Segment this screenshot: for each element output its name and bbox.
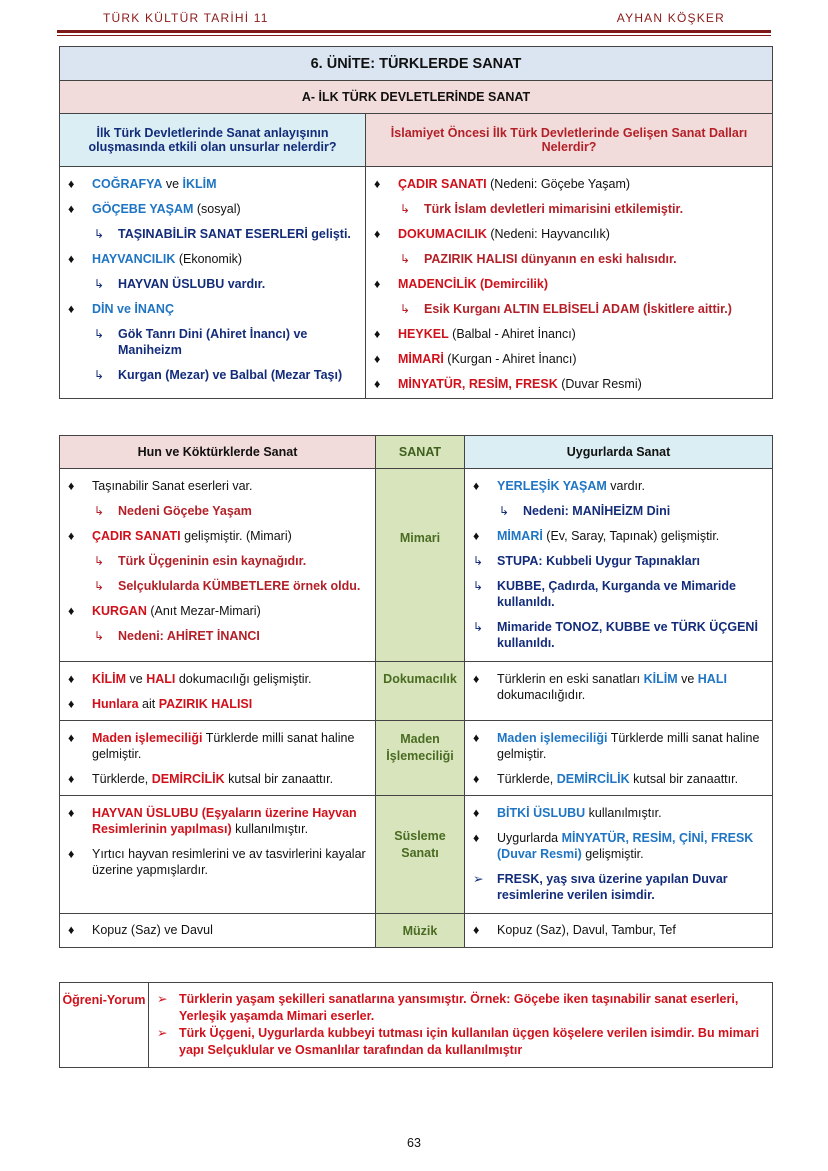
table-row bbox=[60, 662, 773, 721]
muzik-left bbox=[60, 914, 376, 948]
diamond-bullet-icon: ♦ bbox=[374, 277, 381, 291]
diamond-bullet-icon: ♦ bbox=[68, 697, 75, 711]
header-rule-thin bbox=[57, 35, 771, 36]
page-number: 63 bbox=[407, 1136, 421, 1150]
note-item: ➢ Türklerin yaşam şekilleri sanatlarına yansımıştır. Örnek: Göçebe iken taşınabilir sanat eserleri, Yerleşik yaşamda Mimari eserler. bbox=[157, 992, 739, 1023]
turn-arrow-icon: ↳ bbox=[94, 629, 105, 643]
sanat-header: SANAT bbox=[376, 436, 465, 469]
turn-arrow-icon: ↳ bbox=[499, 504, 510, 518]
dokuma-left bbox=[60, 662, 376, 721]
list-item: ♦ Yırtıcı hayvan resimlerini ve av tasvirlerini kayalar üzerine yapmışlardır. bbox=[68, 847, 366, 877]
list-item: ↳ STUPA: Kubbeli Uygur Tapınakları bbox=[473, 554, 701, 568]
diamond-bullet-icon: ♦ bbox=[473, 529, 480, 543]
turn-arrow-icon: ↳ bbox=[400, 252, 411, 266]
diamond-bullet-icon: ♦ bbox=[68, 479, 75, 493]
turn-arrow-icon: ↳ bbox=[94, 554, 105, 568]
art-branches-list bbox=[366, 167, 773, 399]
turn-arrow-icon: ↳ bbox=[473, 579, 484, 593]
turn-arrow-icon: ↳ bbox=[473, 554, 484, 568]
turn-arrow-icon: ↳ bbox=[94, 368, 105, 382]
table-row bbox=[60, 796, 773, 914]
factors-list bbox=[60, 167, 366, 399]
list-item: ↳ KUBBE, Çadırda, Kurganda ve Mimaride kullanıldı. bbox=[473, 579, 736, 609]
diamond-bullet-icon: ♦ bbox=[68, 923, 75, 937]
page-header bbox=[103, 9, 725, 29]
muzik-right bbox=[465, 914, 773, 948]
turn-arrow-icon: ↳ bbox=[94, 579, 105, 593]
question-right: İslamiyet Öncesi İlk Türk Devletlerinde Gelişen Sanat Dalları Nelerdir? bbox=[366, 114, 773, 167]
list-item: ♦ COĞRAFYA ve İKLİM bbox=[68, 177, 217, 191]
maden-left bbox=[60, 721, 376, 796]
list-item: ↳ Nedeni: MANİHEİZM Dini bbox=[499, 504, 671, 518]
list-item: ♦ GÖÇEBE YAŞAM (sosyal) bbox=[68, 202, 241, 216]
susleme-left bbox=[60, 796, 376, 914]
dokuma-right bbox=[465, 662, 773, 721]
diamond-bullet-icon: ♦ bbox=[473, 831, 480, 845]
susleme-label: Süsleme Sanatı bbox=[376, 796, 465, 914]
list-item: ♦ DİN ve İNANÇ bbox=[68, 302, 174, 316]
list-item: ♦ Maden işlemeciliği Türklerde milli sanat haline gelmiştir. bbox=[473, 731, 760, 761]
list-item: ↳ Selçuklularda KÜMBETLERE örnek oldu. bbox=[94, 579, 361, 593]
list-item: ♦ MİMARİ (Kurgan - Ahiret İnancı) bbox=[374, 352, 577, 366]
list-item: ♦ BİTKİ ÜSLUBU kullanılmıştır. bbox=[473, 806, 662, 820]
diamond-bullet-icon: ♦ bbox=[68, 672, 75, 686]
unit-table bbox=[59, 46, 773, 399]
arrowhead-bullet-icon: ➢ bbox=[157, 1026, 168, 1040]
diamond-bullet-icon: ♦ bbox=[68, 806, 75, 820]
list-item: ↳ Gök Tanrı Dini (Ahiret İnancı) ve Maniheizm bbox=[94, 327, 308, 357]
question-left: İlk Türk Devletlerinde Sanat anlayışının oluşmasında etkili olan unsurlar nelerdir? bbox=[60, 114, 366, 167]
table-row bbox=[60, 914, 773, 948]
ogreni-yorum-notes bbox=[149, 983, 773, 1068]
turn-arrow-icon: ↳ bbox=[400, 302, 411, 316]
turn-arrow-icon: ↳ bbox=[94, 504, 105, 518]
diamond-bullet-icon: ♦ bbox=[473, 923, 480, 937]
unit-title: 6. ÜNİTE: TÜRKLERDE SANAT bbox=[60, 47, 773, 81]
header-author: AYHAN KÖŞKER bbox=[616, 11, 725, 25]
list-item: ↳ TAŞINABİLİR SANAT ESERLERİ gelişti. bbox=[94, 227, 351, 241]
list-item: ♦ Kopuz (Saz) ve Davul bbox=[68, 923, 213, 937]
list-item: ♦ Kopuz (Saz), Davul, Tambur, Tef bbox=[473, 923, 676, 937]
list-item: ♦ Türklerde, DEMİRCİLİK kutsal bir zanaattır. bbox=[68, 772, 334, 786]
list-item: ♦ Türklerde, DEMİRCİLİK kutsal bir zanaattır. bbox=[473, 772, 739, 786]
list-item: ↳ Türk Üçgeninin esin kaynağıdır. bbox=[94, 554, 307, 568]
dokuma-label: Dokumacılık bbox=[376, 662, 465, 721]
list-item: ♦ Maden işlemeciliği Türklerde milli sanat haline gelmiştir. bbox=[68, 731, 355, 761]
diamond-bullet-icon: ♦ bbox=[473, 672, 480, 686]
list-item: ♦ Türklerin en eski sanatları KİLİM ve HALI dokumacılığıdır. bbox=[473, 672, 727, 702]
list-item: ♦ YERLEŞİK YAŞAM vardır. bbox=[473, 479, 645, 493]
uygur-header: Uygurlarda Sanat bbox=[465, 436, 773, 469]
header-book-title: TÜRK KÜLTÜR TARİHİ 11 bbox=[103, 11, 269, 25]
mimari-left bbox=[60, 469, 376, 662]
diamond-bullet-icon: ♦ bbox=[374, 177, 381, 191]
list-item: ♦ ÇADIR SANATI gelişmiştir. (Mimari) bbox=[68, 529, 292, 543]
list-item: ♦ HEYKEL (Balbal - Ahiret İnancı) bbox=[374, 327, 576, 341]
diamond-bullet-icon: ♦ bbox=[374, 377, 381, 391]
muzik-label: Müzik bbox=[376, 914, 465, 948]
list-item: ♦ MİNYATÜR, RESİM, FRESK (Duvar Resmi) bbox=[374, 377, 642, 391]
diamond-bullet-icon: ♦ bbox=[68, 731, 75, 745]
table-row bbox=[60, 721, 773, 796]
list-item: ↳ Nedeni: AHİRET İNANCI bbox=[94, 629, 260, 643]
diamond-bullet-icon: ♦ bbox=[473, 772, 480, 786]
turn-arrow-icon: ↳ bbox=[94, 277, 105, 291]
list-item: ♦ ÇADIR SANATI (Nedeni: Göçebe Yaşam) bbox=[374, 177, 631, 191]
turn-arrow-icon: ↳ bbox=[94, 227, 105, 241]
list-item: ♦ HAYVANCILIK (Ekonomik) bbox=[68, 252, 243, 266]
diamond-bullet-icon: ♦ bbox=[374, 352, 381, 366]
list-item: ♦ Hunlara ait PAZIRIK HALISI bbox=[68, 697, 253, 711]
list-item: ↳ Esik Kurganı ALTIN ELBİSELİ ADAM (İskitlere aittir.) bbox=[400, 302, 732, 316]
list-item: ♦ KİLİM ve HALI dokumacılığı gelişmiştir. bbox=[68, 672, 312, 686]
list-item: ↳ Mimaride TONOZ, KUBBE ve TÜRK ÜÇGENİ kullanıldı. bbox=[473, 620, 758, 650]
comparison-table bbox=[59, 435, 773, 948]
diamond-bullet-icon: ♦ bbox=[473, 806, 480, 820]
diamond-bullet-icon: ♦ bbox=[68, 529, 75, 543]
diamond-bullet-icon: ♦ bbox=[68, 604, 75, 618]
diamond-bullet-icon: ♦ bbox=[68, 302, 75, 316]
list-item: ➢ FRESK, yaş sıva üzerine yapılan Duvar resimlerine verilen isimdir. bbox=[473, 872, 728, 902]
arrowhead-bullet-icon: ➢ bbox=[473, 872, 484, 886]
table-row bbox=[60, 469, 773, 662]
hun-kokturk-header: Hun ve Köktürklerde Sanat bbox=[60, 436, 376, 469]
list-item: ♦ Taşınabilir Sanat eserleri var. bbox=[68, 479, 253, 493]
arrowhead-bullet-icon: ➢ bbox=[157, 992, 168, 1006]
list-item: ♦ MİMARİ (Ev, Saray, Tapınak) gelişmiştir. bbox=[473, 529, 720, 543]
susleme-right bbox=[465, 796, 773, 914]
diamond-bullet-icon: ♦ bbox=[68, 847, 75, 861]
diamond-bullet-icon: ♦ bbox=[473, 731, 480, 745]
list-item: ↳ Türk İslam devletleri mimarisini etkilemiştir. bbox=[400, 202, 684, 216]
diamond-bullet-icon: ♦ bbox=[68, 177, 75, 191]
turn-arrow-icon: ↳ bbox=[473, 620, 484, 634]
maden-label: Maden İşlemeciliği bbox=[376, 721, 465, 796]
header-rule-thick bbox=[57, 30, 771, 33]
list-item: ♦ HAYVAN ÜSLUBU (Eşyaların üzerine Hayvan Resimlerinin yapılması) kullanılmıştır. bbox=[68, 806, 357, 836]
turn-arrow-icon: ↳ bbox=[94, 327, 105, 341]
mimari-label: Mimari bbox=[376, 469, 465, 662]
list-item: ♦ MADENCİLİK (Demircilik) bbox=[374, 277, 549, 291]
diamond-bullet-icon: ♦ bbox=[68, 252, 75, 266]
diamond-bullet-icon: ♦ bbox=[374, 327, 381, 341]
list-item: ↳ Nedeni Göçebe Yaşam bbox=[94, 504, 252, 518]
diamond-bullet-icon: ♦ bbox=[374, 227, 381, 241]
list-item: ♦ Uygurlarda MİNYATÜR, RESİM, ÇİNİ, FRESK (Duvar Resmi) gelişmiştir. bbox=[473, 831, 754, 861]
mimari-right bbox=[465, 469, 773, 662]
list-item: ♦ DOKUMACILIK (Nedeni: Hayvancılık) bbox=[374, 227, 610, 241]
ogreni-yorum-label: Öğreni-Yorum bbox=[60, 983, 149, 1068]
note-item: ➢ Türk Üçgeni, Uygurlarda kubbeyi tutması için kullanılan üçgen köşelere verilen isimdir. Bu mimari yapı Selçuklular ve Osmanlılar tarafından da kullanılmıştır bbox=[157, 1026, 760, 1057]
list-item: ↳ PAZIRIK HALISI dünyanın en eski halısıdır. bbox=[400, 252, 677, 266]
diamond-bullet-icon: ♦ bbox=[473, 479, 480, 493]
diamond-bullet-icon: ♦ bbox=[68, 772, 75, 786]
ogreni-yorum-box bbox=[59, 982, 773, 1068]
list-item: ♦ KURGAN (Anıt Mezar-Mimari) bbox=[68, 604, 261, 618]
maden-right bbox=[465, 721, 773, 796]
list-item: ↳ Kurgan (Mezar) ve Balbal (Mezar Taşı) bbox=[94, 368, 343, 382]
diamond-bullet-icon: ♦ bbox=[68, 202, 75, 216]
section-title: A- İLK TÜRK DEVLETLERİNDE SANAT bbox=[60, 81, 773, 114]
list-item: ↳ HAYVAN ÜSLUBU vardır. bbox=[94, 277, 266, 291]
turn-arrow-icon: ↳ bbox=[400, 202, 411, 216]
